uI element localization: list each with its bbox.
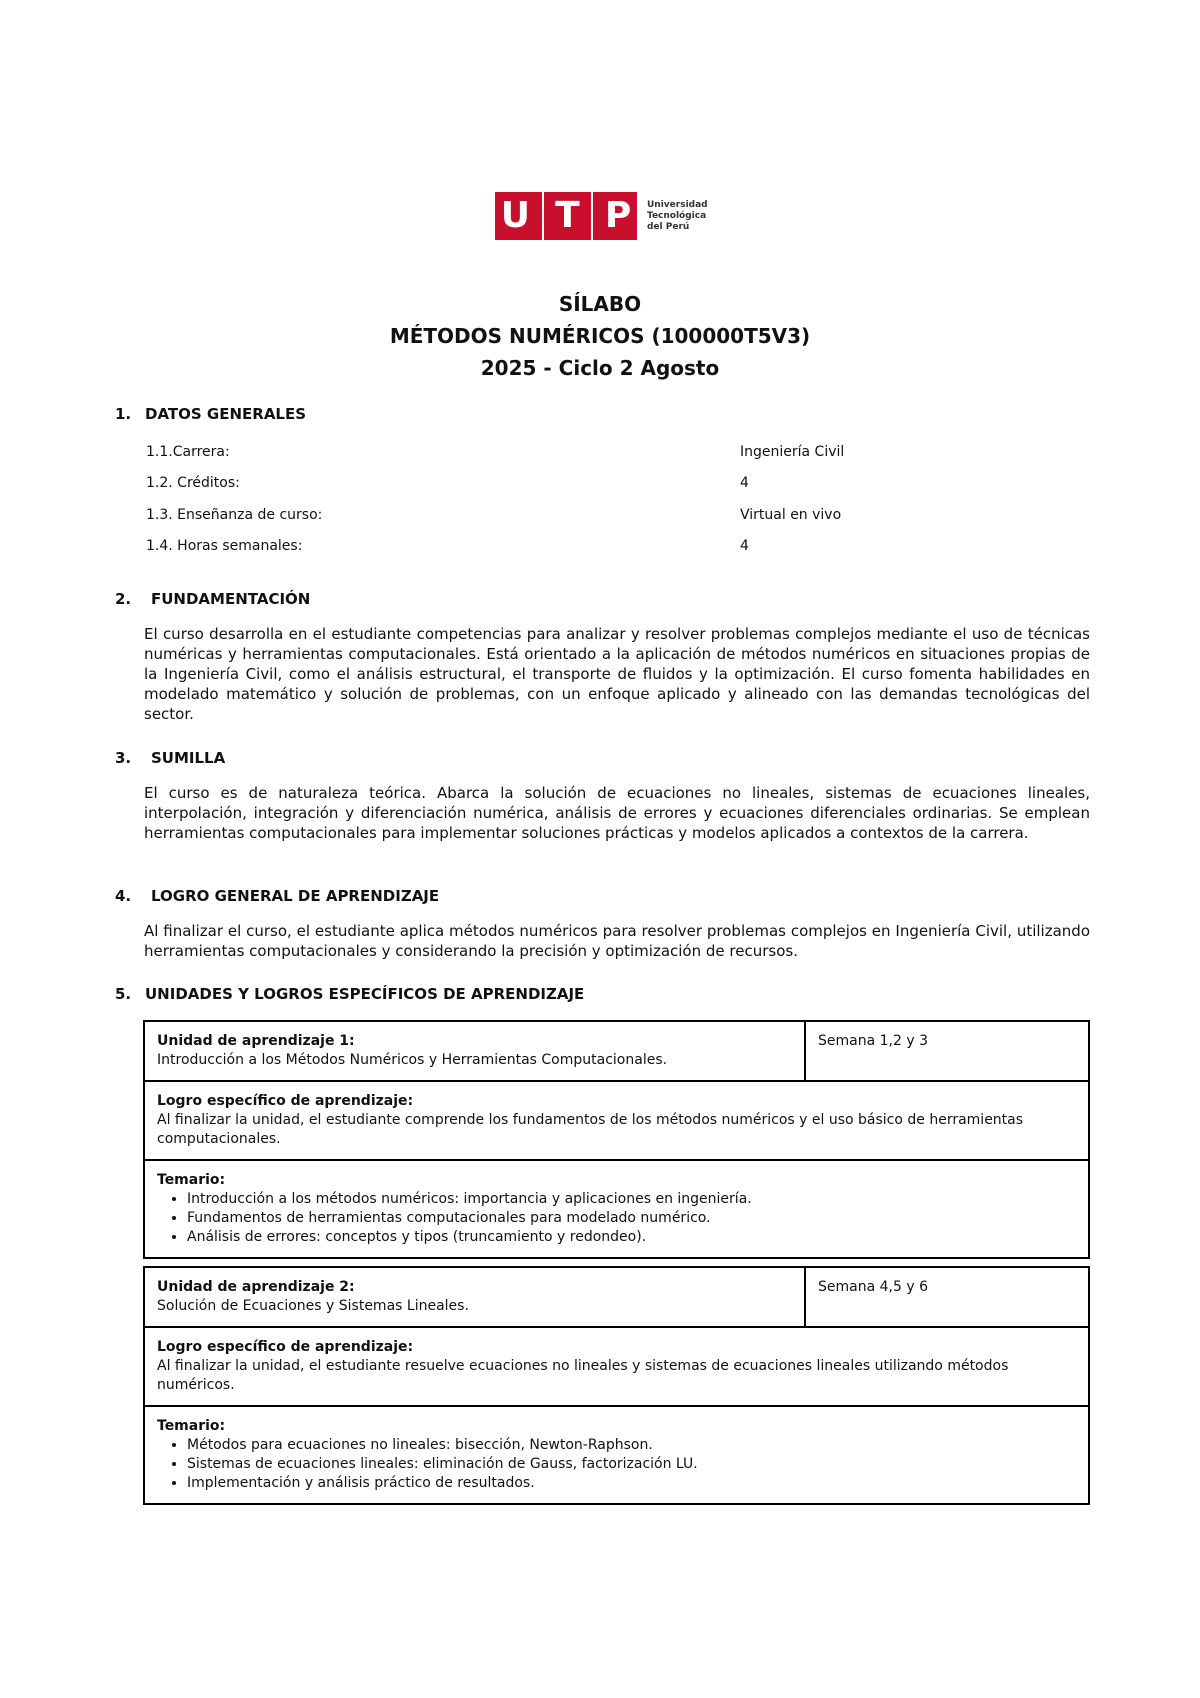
section-number: 5. [115,985,132,1003]
title-silabo: SÍLABO [558,292,642,316]
sumilla-text: El curso es de naturaleza teórica. Abarca la solución de ecuaciones no lineales, sistemas de ecuaciones lineales, interpolación, integración y diferenciación numérica, análisis de errores y ecuaciones diferenciales ordinarias. Se emplean herramientas computacionales para implementar soluciones prácticas y modelos aplicados a contextos de la carrera. [144,784,1090,842]
unit-title-cell [145,1268,806,1326]
logro-general-text: Al finalizar el curso, el estudiante aplica métodos numéricos para resolver problemas complejos en Ingeniería Civil, utilizando herramientas computacionales y considerando la precisión y optimización de recursos. [144,922,1090,960]
logo-letter-u: U [500,195,531,236]
unit-label: Unidad de aprendizaje 1: [157,1033,355,1049]
section-title: FUNDAMENTACIÓN [151,590,311,608]
temario-label: Temario: [157,1172,226,1188]
temario-item: • Implementación y análisis práctico de resultados. [187,1474,1076,1493]
section-number: 3. [115,749,132,767]
logro-text: Al finalizar la unidad, el estudiante resuelve ecuaciones no lineales y sistemas de ecuaciones lineales utilizando métodos numéricos. [157,1358,1009,1393]
logro-label: Logro específico de aprendizaje: [157,1339,414,1355]
utp-logo-text [647,200,708,233]
unit-table [143,1020,1090,1259]
logo-letter-p: P [604,195,632,236]
document-title [0,288,1200,384]
temario-label: Temario: [157,1418,226,1434]
datos-label: 1.2. Créditos: [146,475,240,491]
logo-text-line: del Perú [647,221,690,232]
unit-name: Solución de Ecuaciones y Sistemas Lineales. [157,1298,469,1314]
section-heading-unidades [115,985,584,1003]
logro-text: Al finalizar la unidad, el estudiante comprende los fundamentos de los métodos numéricos y el uso básico de herramientas computacionales. [157,1112,1024,1147]
section-heading-sumilla [115,749,225,767]
unit-label: Unidad de aprendizaje 2: [157,1279,355,1295]
datos-value: Ingeniería Civil [740,444,845,460]
logo-text-line: Tecnológica [647,210,707,221]
unit-logro-cell [145,1082,1088,1161]
temario-item: • Introducción a los métodos numéricos: importancia y aplicaciones en ingeniería. [187,1190,1076,1209]
section-heading-logro-general [115,887,439,905]
unit-temario-cell [145,1161,1088,1257]
datos-label: 1.4. Horas semanales: [146,538,303,554]
datos-value: 4 [740,538,749,554]
section-title: LOGRO GENERAL DE APRENDIZAJE [151,887,440,905]
datos-value: 4 [740,475,749,491]
temario-item: • Sistemas de ecuaciones lineales: eliminación de Gauss, factorización LU. [187,1455,1076,1474]
unit-weeks: Semana 1,2 y 3 [818,1033,928,1049]
logo-letter-t: T [555,195,580,236]
logro-label: Logro específico de aprendizaje: [157,1093,414,1109]
unit-table [143,1266,1090,1505]
section-heading-datos [115,405,306,423]
temario-list [157,1190,1076,1247]
section-title: DATOS GENERALES [145,405,307,423]
section-number: 1. [115,405,132,423]
utp-logo [495,192,708,240]
datos-label: 1.3. Enseñanza de curso: [146,507,323,523]
unit-name: Introducción a los Métodos Numéricos y Herramientas Computacionales. [157,1052,668,1068]
temario-item: • Fundamentos de herramientas computacionales para modelado numérico. [187,1209,1076,1228]
unit-header [145,1022,1088,1082]
temario-list [157,1436,1076,1493]
temario-item: • Análisis de errores: conceptos y tipos (truncamiento y redondeo). [187,1228,1076,1247]
temario-item: • Métodos para ecuaciones no lineales: bisección, Newton-Raphson. [187,1436,1076,1455]
section-number: 2. [115,590,132,608]
unit-temario-cell [145,1407,1088,1503]
title-period: 2025 - Ciclo 2 Agosto [480,356,720,380]
logo-text-line: Universidad [647,199,708,210]
utp-logo-mark [495,192,637,240]
datos-label: 1.1.Carrera: [146,444,230,460]
section-title: SUMILLA [151,749,226,767]
fundamentacion-text: El curso desarrolla en el estudiante competencias para analizar y resolver problemas complejos mediante el uso de técnicas numéricas y herramientas computacionales. Está orientado a la aplicación de métodos numéricos en situaciones propias de la Ingeniería Civil, como el análisis estructural, el transporte de fluidos y la optimización. El curso fomenta habilidades en modelado matemático y solución de problemas, con un enfoque aplicado y alineado con las demandas tecnológicas del sector. [144,625,1090,723]
title-course: MÉTODOS NUMÉRICOS (100000T5V3) [389,324,811,348]
unit-weeks: Semana 4,5 y 6 [818,1279,928,1295]
section-number: 4. [115,887,132,905]
datos-value: Virtual en vivo [740,507,842,523]
section-heading-fundamentacion [115,590,310,608]
section-title: UNIDADES Y LOGROS ESPECÍFICOS DE APRENDIZAJE [145,985,585,1003]
unit-header [145,1268,1088,1328]
unit-logro-cell [145,1328,1088,1407]
unit-title-cell [145,1022,806,1080]
